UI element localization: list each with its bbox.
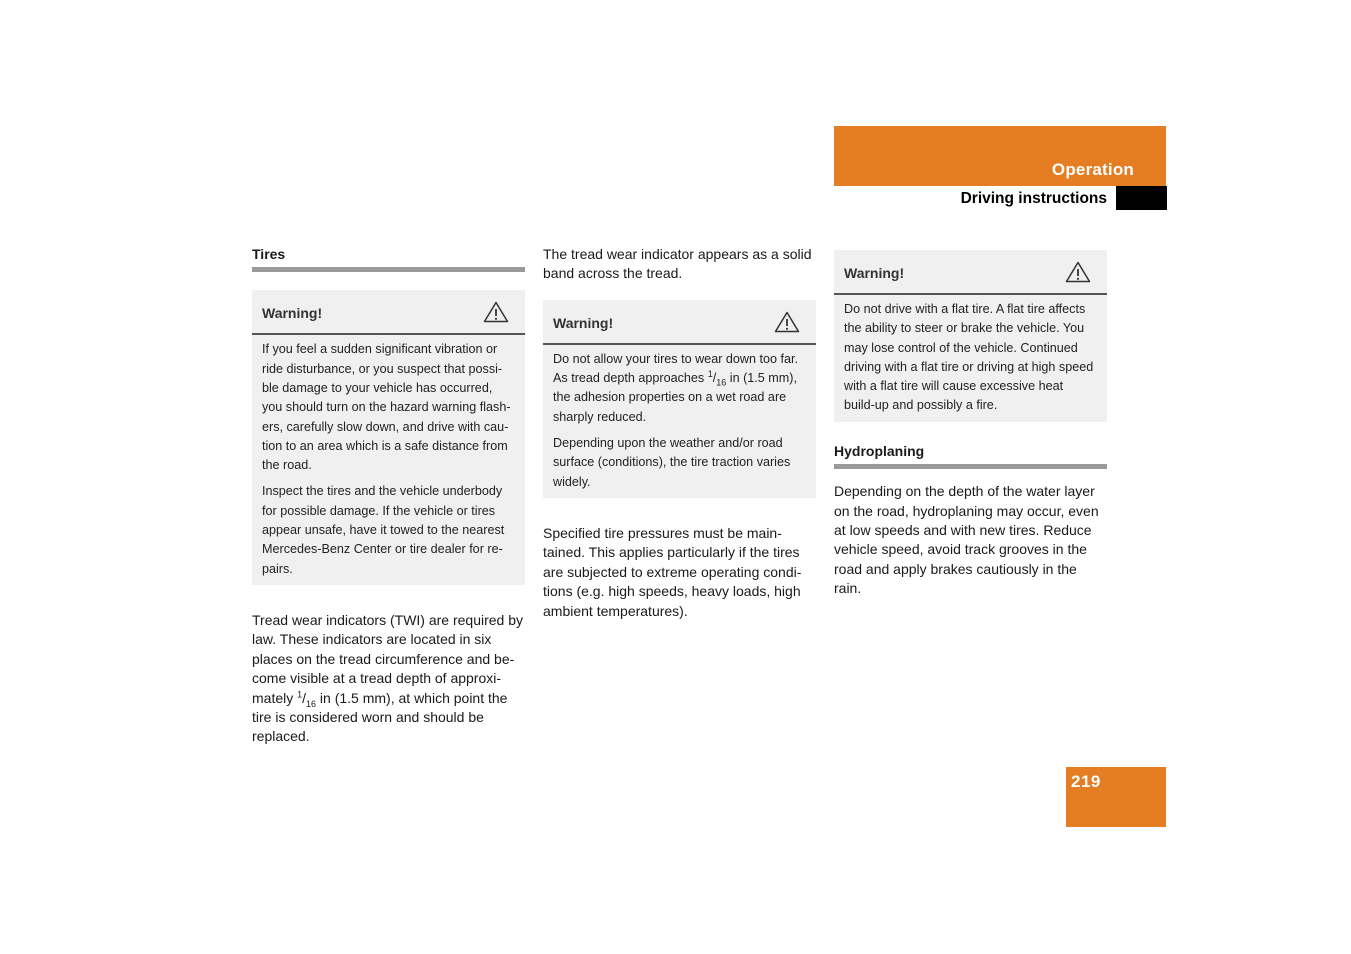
body-paragraph-hydroplaning: Depending on the depth of the water layer on the road, hydroplaning may occur, even at low speeds and with new tires. Reduce vehicle speed, avoid track grooves in the road and apply brakes cautiously in the rain. xyxy=(834,483,1099,597)
warning-box xyxy=(543,300,816,498)
warning-label: Warning! xyxy=(844,265,905,281)
warning-label: Warning! xyxy=(262,305,323,322)
fraction-numerator: 1 xyxy=(707,368,713,379)
warning-box xyxy=(834,250,1107,422)
column-1 xyxy=(252,245,525,747)
fraction-numerator: 1 xyxy=(297,688,303,699)
warning-label: Warning! xyxy=(553,314,614,331)
text-run: Do not allow your tires to wear down too far. As tread depth approaches xyxy=(553,351,798,386)
section-header-bar xyxy=(834,126,1166,186)
subsection-marker xyxy=(1116,186,1167,210)
fraction-denominator: 16 xyxy=(716,377,727,388)
warning-triangle-icon xyxy=(483,301,509,323)
fraction-denominator: 16 xyxy=(306,698,317,709)
text-run: in (1.5 mm), at which point the tire is considered worn and should be replaced. xyxy=(252,689,508,745)
section-heading-tires: Tires xyxy=(252,245,525,272)
warning-triangle-icon xyxy=(1065,261,1091,283)
warning-body xyxy=(252,335,525,585)
warning-paragraph: Do not drive with a flat tire. A flat tire affects the ability to steer or brake the vehicle. You may lose control of the vehicle. Continued driving with a flat tire or driving at high speed with a flat tire will cause excessive heat build-up and possibly a fire. xyxy=(844,302,1094,413)
warning-body xyxy=(834,295,1107,422)
page-number-box xyxy=(1066,767,1166,827)
warning-paragraph: Depending upon the weather and/or road surface (conditions), the tire traction varies widely. xyxy=(553,436,791,489)
column-3 xyxy=(834,250,1107,599)
warning-paragraph: If you feel a sudden significant vibration or ride disturbance, or you suspect that possi-ble damage to your vehicle has occurred, you should turn on the hazard warning flash-ers, carefully slow down, and drive with cau-tion to an area which is a safe distance from the road. xyxy=(262,342,511,473)
warning-triangle-icon xyxy=(774,311,800,333)
text-run: in (1.5 mm), the adhesion properties on a wet road are sharply reduced. xyxy=(553,371,797,424)
warning-header xyxy=(252,290,525,335)
column-2 xyxy=(543,245,816,621)
warning-paragraph xyxy=(553,350,806,427)
page-number: 219 xyxy=(1071,772,1101,791)
body-paragraph-twi xyxy=(252,611,525,747)
fraction-slash: / xyxy=(302,689,307,706)
warning-header xyxy=(834,250,1107,295)
body-paragraph-intro: The tread wear indicator appears as a solid band across the tread. xyxy=(543,246,812,282)
fraction-slash: / xyxy=(712,371,717,386)
warning-paragraph: Inspect the tires and the vehicle underbody for possible damage. If the vehicle or tires appear unsafe, have it towed to the nearest Mercedes-Benz Center or tire dealer for re-pairs. xyxy=(262,484,505,576)
body-paragraph-pressure: Specified tire pressures must be main-tained. This applies particularly if the tires are subjected to extreme operating condi-tions (e.g. high speeds, heavy loads, high ambient temperatures). xyxy=(543,524,802,619)
subsection-title: Driving instructions xyxy=(960,190,1107,207)
section-heading-hydroplaning: Hydroplaning xyxy=(834,442,1107,469)
warning-body xyxy=(543,345,816,498)
text-run: Tread wear indicators (TWI) are required by law. These indicators are located in six places on the tread circumference and be-come visible at a tread depth of approxi-mately xyxy=(252,611,524,706)
warning-header xyxy=(543,300,816,345)
section-title: Operation xyxy=(1051,160,1134,179)
warning-box xyxy=(252,290,525,585)
